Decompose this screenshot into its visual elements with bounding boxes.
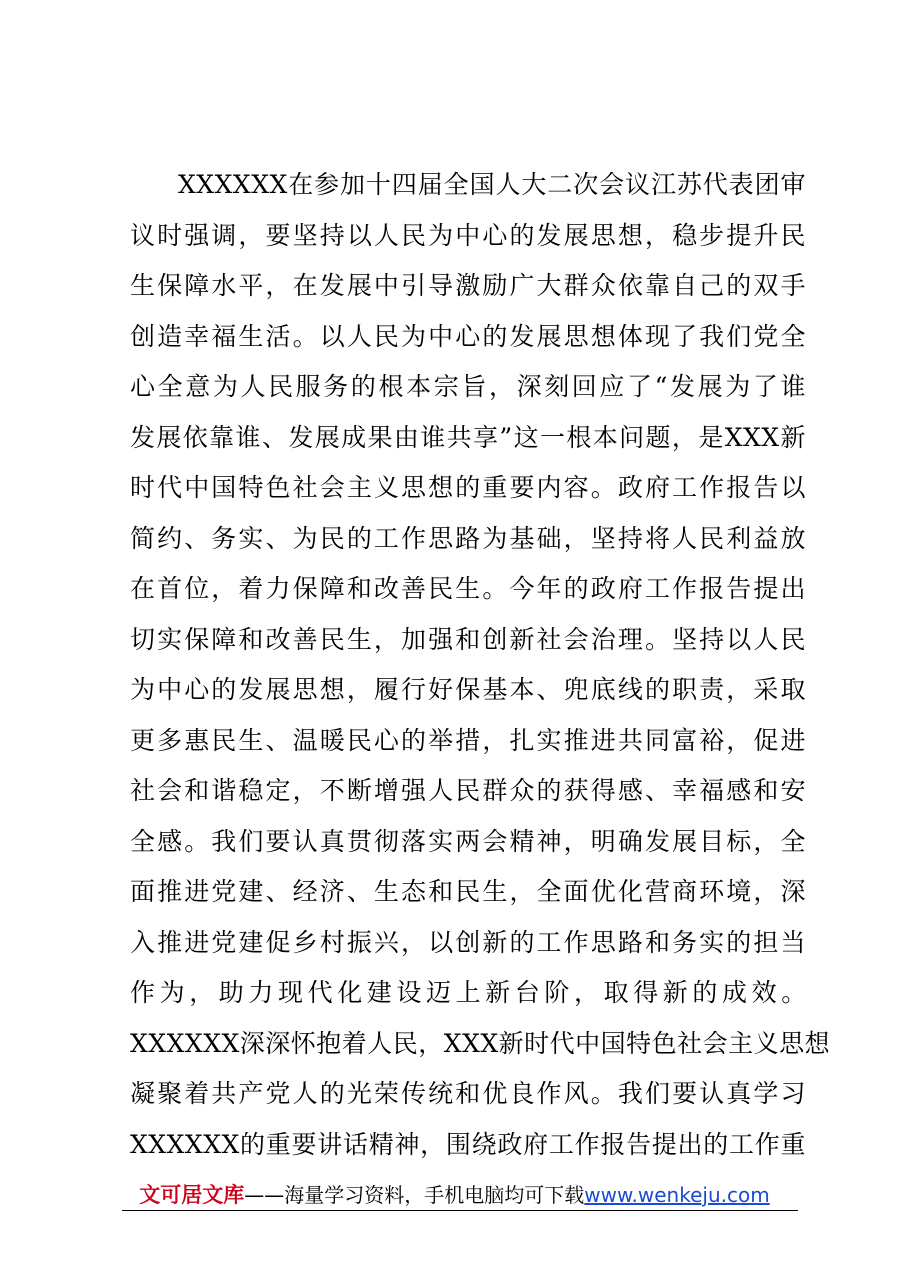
- paragraph-line: 在首位，着力保障和改善民生。今年的政府工作报告提出: [130, 574, 806, 603]
- footer-divider: [122, 1210, 798, 1211]
- page-footer: [0, 1178, 909, 1212]
- paragraph-line: XXXXXX的重要讲话精神，围绕政府工作报告提出的工作重: [130, 1129, 806, 1159]
- paragraph-line: XXXXXX深深怀抱着人民，XXX新时代中国特色社会主义思想: [130, 1028, 831, 1058]
- paragraph-line: 面推进党建、经济、生态和民生，全面优化营商环境，深: [130, 877, 806, 906]
- paragraph-line: 社会和谐稳定，不断增强人民群众的获得感、幸福感和安: [130, 776, 806, 805]
- footer-link[interactable]: www.wenkeju.com: [584, 1183, 770, 1207]
- paragraph-line: 发展依靠谁、发展成果由谁共享”这一根本问题，是XXX新: [130, 422, 806, 452]
- paragraph-line: 议时强调，要坚持以人民为中心的发展思想，稳步提升民: [130, 220, 806, 250]
- paragraph-line: 时代中国特色社会主义思想的重要内容。政府工作报告以: [130, 473, 806, 502]
- paragraph-line: XXXXXX在参加十四届全国人大二次会议江苏代表团审: [178, 170, 806, 199]
- paragraph-line: 心全意为人民服务的根本宗旨，深刻回应了“发展为了谁: [130, 372, 806, 401]
- body-paragraph: [130, 160, 831, 1170]
- paragraph-line: 凝聚着共产党人的光荣传统和优良作风。我们要认真学习: [130, 1079, 806, 1108]
- paragraph-line: 全感。我们要认真贯彻落实两会精神，明确发展目标，全: [130, 826, 806, 856]
- footer-brand: 文可居文库: [139, 1183, 245, 1207]
- paragraph-line: 入推进党建促乡村振兴，以创新的工作思路和务实的担当: [130, 927, 806, 957]
- paragraph-line: 简约、务实、为民的工作思路为基础，坚持将人民利益放: [130, 523, 806, 553]
- paragraph-line: 更多惠民生、温暖民心的举措，扎实推进共同富裕，促进: [130, 725, 806, 755]
- paragraph-line: 生保障水平，在发展中引导激励广大群众依靠自己的双手: [130, 271, 806, 300]
- paragraph-line: 为中心的发展思想，履行好保基本、兜底线的职责，采取: [130, 675, 806, 704]
- paragraph-line: 切实保障和改善民生，加强和创新社会治理。坚持以人民: [130, 624, 806, 654]
- paragraph-line: 作为，助力现代化建设迈上新台阶，取得新的成效。: [130, 978, 811, 1007]
- footer-tagline: ——海量学习资料，手机电脑均可下载: [244, 1183, 585, 1207]
- paragraph-line: 创造幸福生活。以人民为中心的发展思想体现了我们党全: [130, 321, 806, 351]
